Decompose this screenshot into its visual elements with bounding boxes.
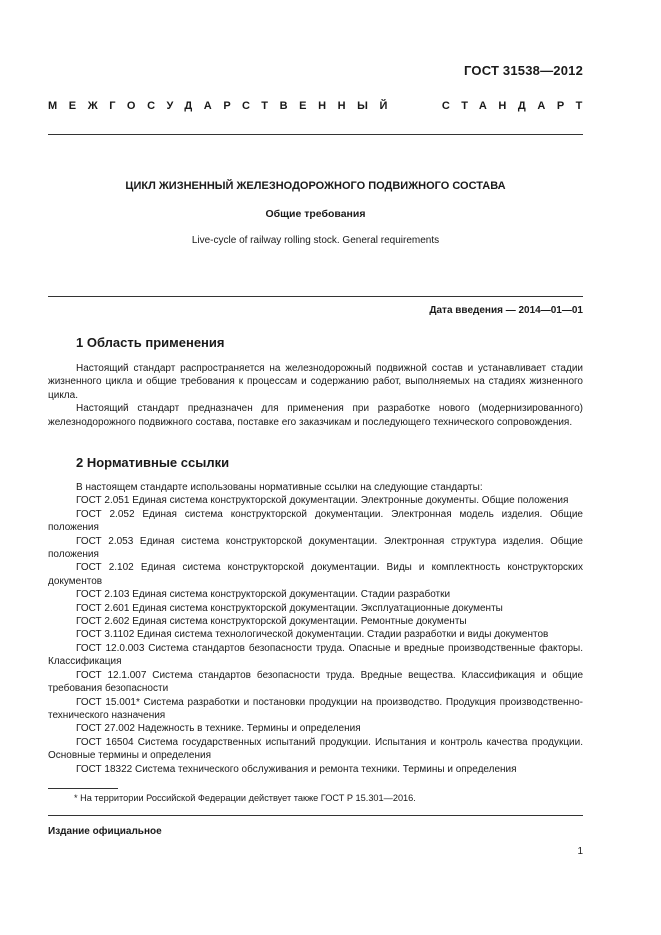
- document-code: ГОСТ 31538—2012: [464, 63, 583, 78]
- reference-item: ГОСТ 2.102 Единая система конструкторской документации. Виды и комплектность конструкторских документов: [48, 562, 583, 587]
- document-subtitle: Общие требования: [265, 208, 366, 220]
- footnote: * На территории Российской Федерации действует также ГОСТ Р 15.301—2016.: [74, 793, 416, 803]
- introduction-date: Дата введения — 2014—01—01: [429, 305, 583, 316]
- footer-rule: [48, 815, 583, 816]
- footnote-rule: [48, 788, 118, 789]
- reference-item: ГОСТ 2.602 Единая система конструкторской документации. Ремонтные документы: [76, 616, 467, 628]
- reference-item: ГОСТ 27.002 Надежность в технике. Термины и определения: [76, 723, 361, 735]
- reference-item: ГОСТ 18322 Система технического обслуживания и ремонта техники. Термины и определения: [76, 763, 517, 775]
- title-bottom-rule: [48, 296, 583, 297]
- top-rule: [48, 134, 583, 135]
- section-2-body: [48, 481, 583, 776]
- standard-banner: [48, 100, 594, 120]
- english-title: Live-cycle of railway rolling stock. General requirements: [191, 235, 440, 246]
- section-1-body: [48, 362, 583, 429]
- banner-word-standard: СТАНДАРТ: [441, 100, 594, 112]
- reference-item: ГОСТ 2.052 Единая система конструкторской документации. Электронная модель изделия. Общие положения: [48, 508, 583, 534]
- section-1-heading: 1 Область применения: [76, 335, 225, 350]
- paragraph: Настоящий стандарт предназначен для применения при разработке нового (модернизированного) железнодорожного подвижного состава, поставке его заказчикам и последующего технического сопровождения.: [48, 403, 583, 428]
- reference-item: ГОСТ 12.0.003 Система стандартов безопасности труда. Опасные и вредные производственные факторы. Классификация: [48, 642, 583, 668]
- reference-item: ГОСТ 12.1.007 Система стандартов безопасности труда. Вредные вещества. Классификация и общие требования безопасности: [48, 669, 583, 695]
- paragraph: Настоящий стандарт распространяется на железнодорожный подвижной состав и устанавливает стадии жизненного цикла и общие требования к процессам и содержанию работ, выполняемых на стадиях жизненного цикла.: [48, 363, 583, 401]
- section-2-heading: 2 Нормативные ссылки: [76, 455, 230, 470]
- page-number: 1: [577, 846, 583, 857]
- reference-item: ГОСТ 16504 Система государственных испытаний продукции. Испытания и контроль качества продукции. Основные термины и определения: [48, 736, 583, 762]
- reference-item: ГОСТ 2.601 Единая система конструкторской документации. Эксплуатационные документы: [76, 602, 503, 614]
- reference-item: ГОСТ 2.051 Единая система конструкторской документации. Электронные документы. Общие положения: [76, 495, 569, 507]
- document-title: ЦИКЛ ЖИЗНЕННЫЙ ЖЕЛЕЗНОДОРОЖНОГО ПОДВИЖНОГО СОСТАВА: [125, 180, 506, 192]
- reference-item: ГОСТ 15.001* Система разработки и постановки продукции на производство. Продукция производственно-технического назначения: [48, 696, 583, 721]
- edition-label: Издание официальное: [48, 826, 162, 837]
- banner-word-interstate: МЕЖГОСУДАРСТВЕННЫЙ: [48, 100, 400, 112]
- reference-item: ГОСТ 2.053 Единая система конструкторской документации. Электронная структура изделия. Общие положения: [48, 535, 583, 561]
- reference-item: ГОСТ 2.103 Единая система конструкторской документации. Стадии разработки: [76, 589, 451, 601]
- paragraph: В настоящем стандарте использованы нормативные ссылки на следующие стандарты:: [76, 482, 483, 493]
- reference-item: ГОСТ 3.1102 Единая система технологической документации. Стадии разработки и виды документов: [76, 629, 549, 641]
